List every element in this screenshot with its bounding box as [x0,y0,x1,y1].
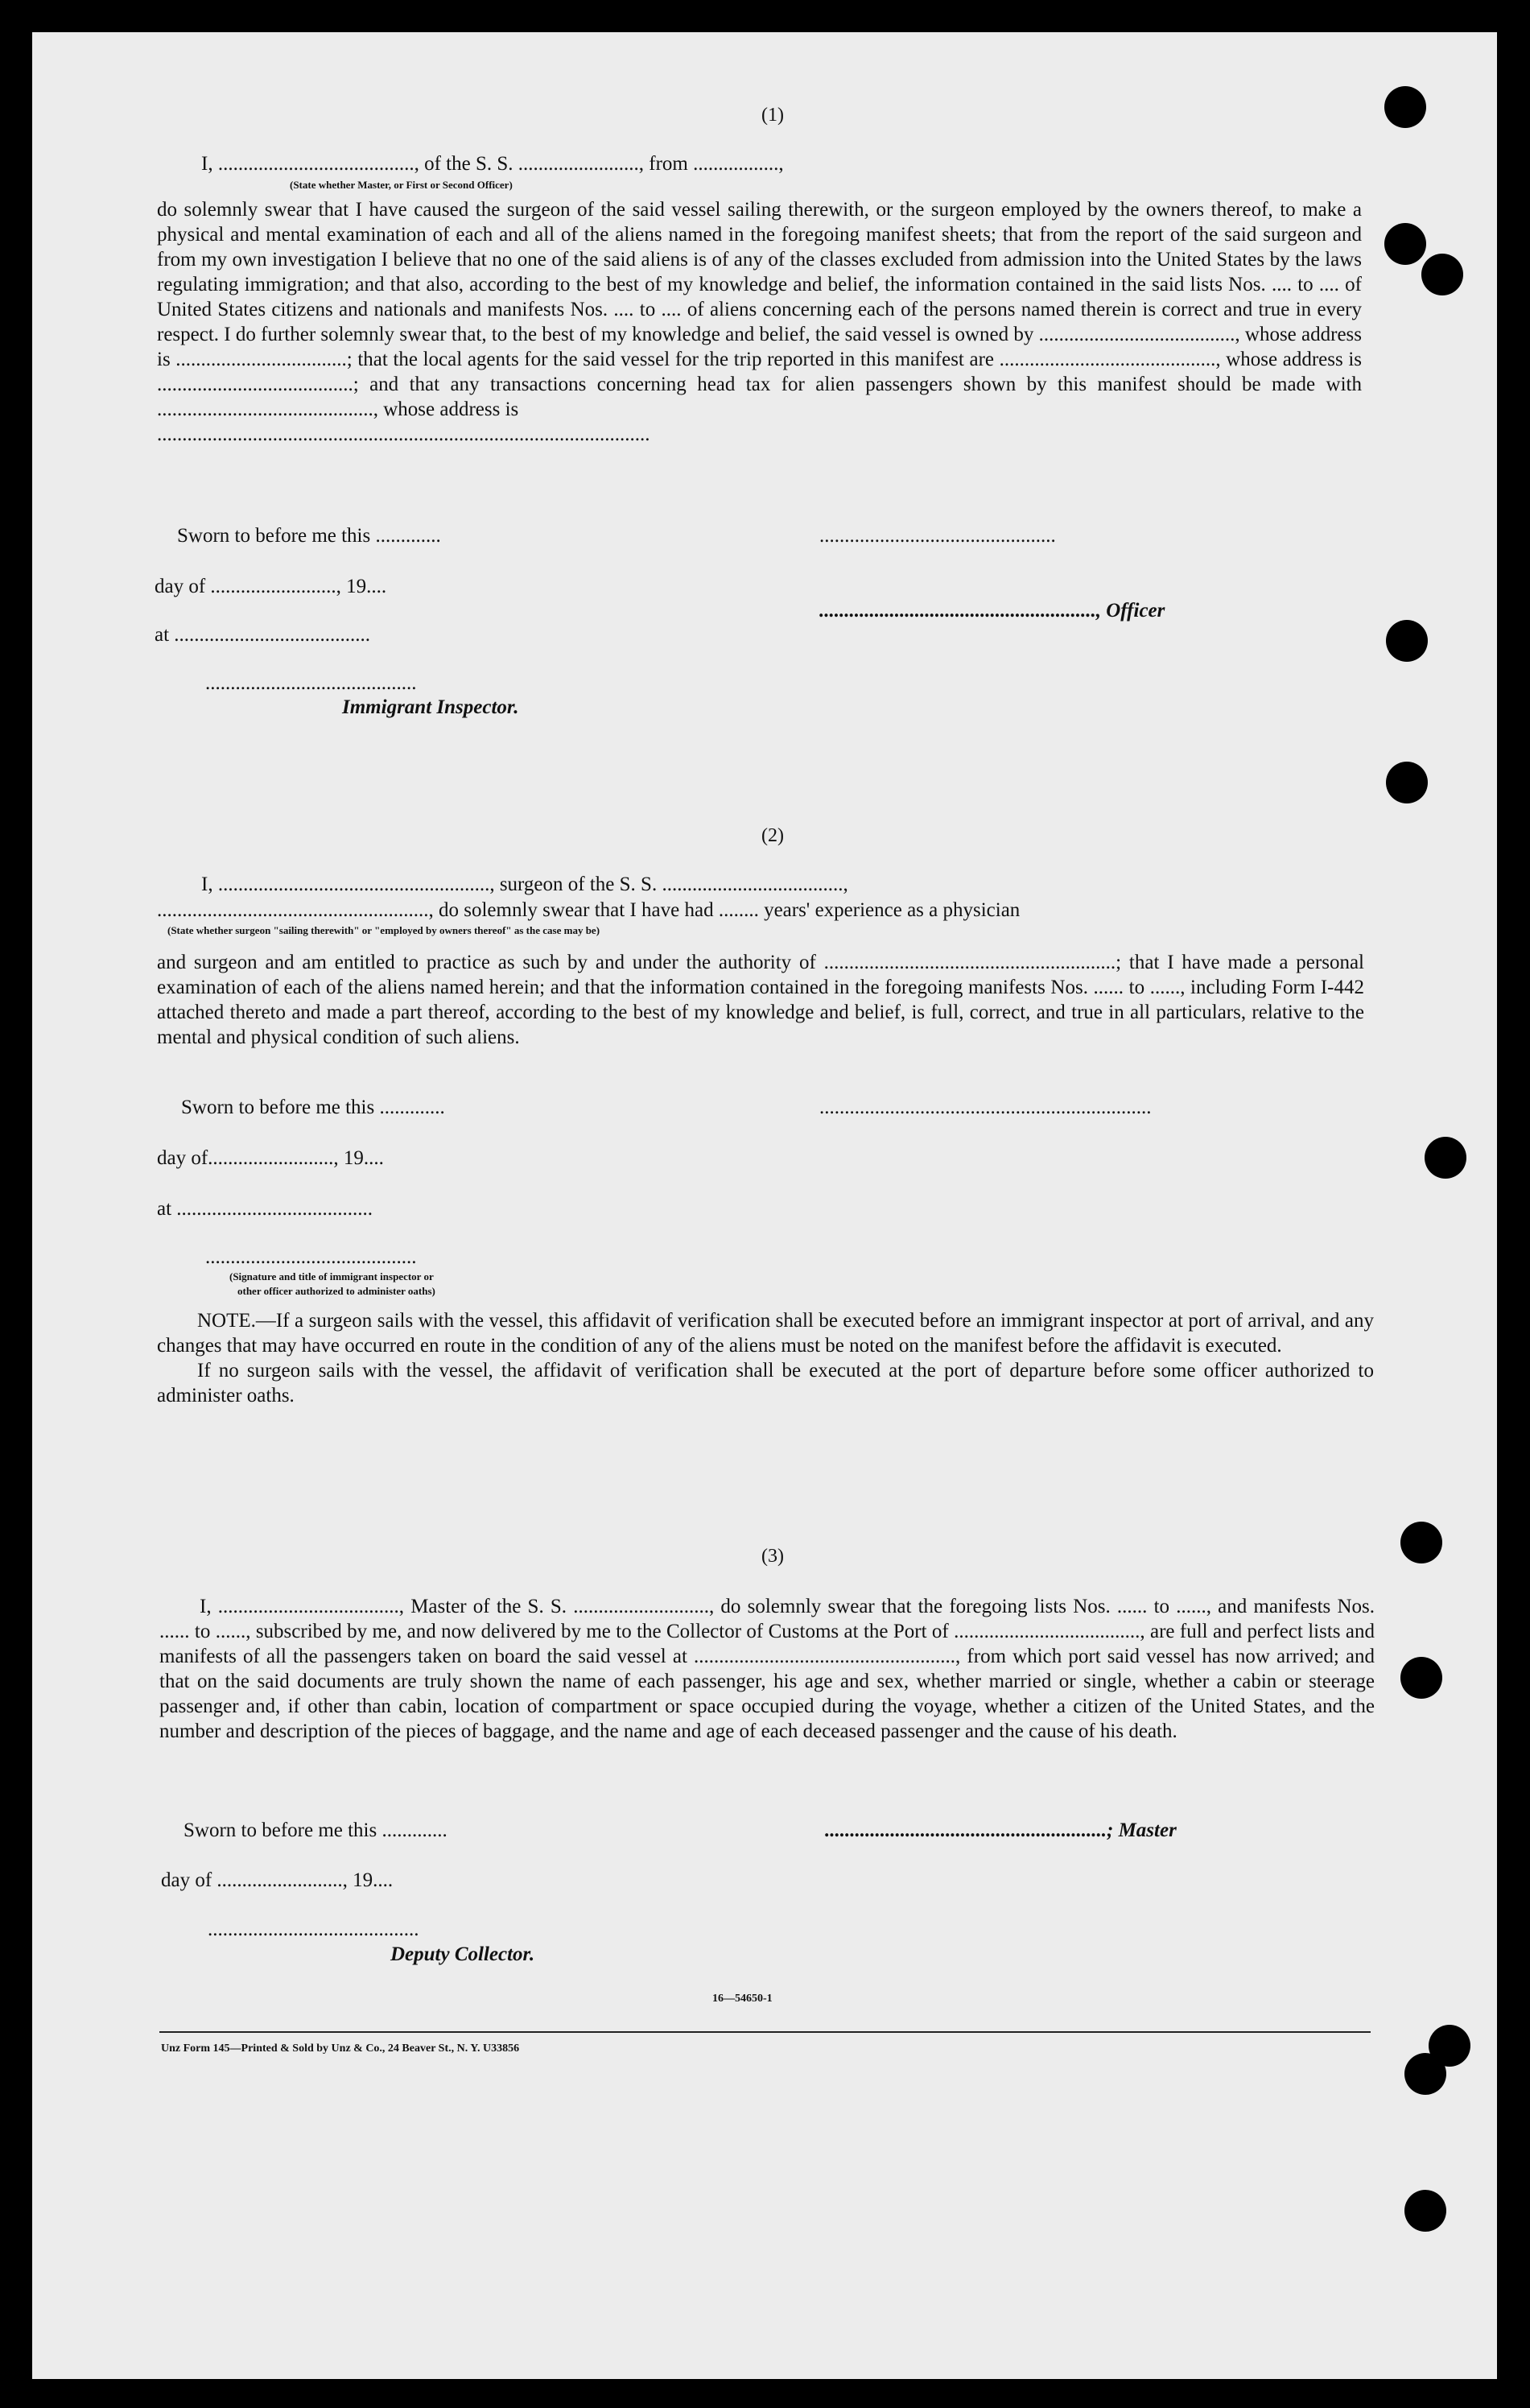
section-1-oath-text: do solemnly swear that I have caused the surgeon of the said vessel sailing therewith, or the surgeon employed by the owners thereof, to make a physical and mental examination of each and all of the aliens named in the foregoing manifest sheets; that from the report of the said surgeon and from my own investigation I believe that no one of the said aliens is of any of the classes excluded from admission into the United States by the laws regulating immigration; and that also, according to the best of my knowledge and belief, the information contained in the said lists Nos. .... to .... of United States citizens and nationals and manifests Nos. .... to .... of aliens concerning each of the persons named therein is correct and true in every respect. I do further solemnly swear that, to the best of my knowledge and belief, the said vessel is owned by ......................................., whose address is ..................................; that the local agents for the said vessel for the trip reported in this manifest are ..........................................., whose address is .......................................; and that any transactions concerning head tax for alien passengers shown by this manifest should be made with ..........................................., whose address is [157,199,1362,420]
form-code: 16—54650-1 [712,1993,773,2005]
footer-rule [159,2031,1371,2033]
section-2-signature-line: .................................................................. [819,1097,1152,1118]
section-1-sworn: Sworn to before me this ............. [177,525,441,547]
section-3-day: day of ........................., 19.... [161,1869,394,1891]
section-1-inspector-label: Immigrant Inspector. [342,696,519,718]
section-1-body [157,197,1362,447]
punch-hole [1421,254,1463,295]
section-2-second-line: ......................................................, do solemnly swear that I have had ........ years' experience as a physician [157,899,1021,921]
punch-hole [1425,1137,1466,1179]
section-2-number: (2) [761,825,784,846]
section-1-inspector-line: .......................................... [205,672,417,694]
section-1-officer-note: (State whether Master, or First or Second Officer) [290,179,513,191]
punch-hole [1400,1522,1442,1563]
section-2-opening-line: I, ......................................................, surgeon of the S. S. ...................................., [201,874,848,895]
section-2-body [157,950,1364,1050]
punch-hole [1404,2190,1446,2232]
section-1-at: at ....................................... [155,624,371,646]
punch-hole [1404,2053,1446,2095]
section-2-surgeon-note: (State whether surgeon "sailing therewith" or "employed by owners thereof" as the case may be) [167,924,600,936]
punch-hole [1386,762,1428,803]
section-2-inspector-note-1: (Signature and title of immigrant inspector or [229,1270,434,1282]
section-1-day: day of ........................., 19.... [155,576,387,597]
punch-hole [1400,1657,1442,1699]
section-1-number: (1) [761,105,784,126]
section-2-notes [157,1308,1374,1408]
document-sheet [32,32,1497,2379]
section-2-oath-text: and surgeon and am entitled to practice as such by and under the authority of ..........................................................; that I have made a personal examination of each of the aliens named herein; and that the information contained in the foregoing manifests Nos. ...... to ......, including Form I-442 attached thereto and made a part thereof, according to the best of my knowledge and belief, is full, correct, and true in all particulars, relative to the mental and physical condition of such aliens. [157,952,1364,1048]
section-1-oath-end: .................................................................................................. [157,423,650,445]
section-3-collector-line: .......................................... [208,1919,419,1940]
section-2-sworn: Sworn to before me this ............. [181,1097,445,1118]
section-2-inspector-note-2: other officer authorized to administer oaths) [237,1285,435,1297]
section-3-number: (3) [761,1546,784,1567]
punch-hole [1386,620,1428,662]
section-3-collector-label: Deputy Collector. [390,1943,535,1965]
punch-hole [1384,86,1426,128]
section-1-officer-label: ......................................................., Officer [819,600,1165,622]
section-3-body [159,1594,1375,1744]
printer-imprint: Unz Form 145—Printed & Sold by Unz & Co., 24 Beaver St., N. Y. U33856 [161,2042,520,2055]
section-2-note-surgeon: NOTE.—If a surgeon sails with the vessel, this affidavit of verification shall be executed before an immigrant inspector at port of arrival, and any changes that may have occurred en route in the condition of any of the aliens must be noted on the manifest before the affidavit is executed. [157,1310,1374,1357]
section-1-signature-line: ............................................... [819,525,1056,547]
section-2-at: at ....................................... [157,1198,373,1220]
section-2-inspector-line: .......................................... [205,1246,417,1268]
section-2-note-no-surgeon: If no surgeon sails with the vessel, the affidavit of verification shall be executed at the port of departure before some officer authorized to administer oaths. [157,1360,1374,1406]
section-3-sworn: Sworn to before me this ............. [184,1819,447,1841]
section-3-master-label: ........................................................; Master [825,1819,1177,1841]
section-2-day: day of........................., 19.... [157,1147,384,1169]
section-1-opening-line: I, ......................................., of the S. S. ........................, from ................., [201,153,784,175]
section-3-oath-text: I, ...................................., Master of the S. S. ..........................., do solemnly swear that the foregoing lists Nos. ...... to ......, and manifests Nos. ...... to ......, subscribed by me, and now delivered by me to the Collector of Customs at the Port of ....................................., are full and perfect lists and manifests of all the passengers taken on board the said vessel at ...................................................., from which port said vessel has now arrived; and that on the said documents are truly shown the name of each passenger, his age and sex, whether married or single, whether a cabin or steerage passenger and, if other than cabin, location of compartment or space occupied during the voyage, whether a citizen of the United States, and the number and description of the pieces of baggage, and the name and age of each deceased passenger and the cause of his death. [159,1596,1375,1742]
punch-hole [1384,223,1426,265]
